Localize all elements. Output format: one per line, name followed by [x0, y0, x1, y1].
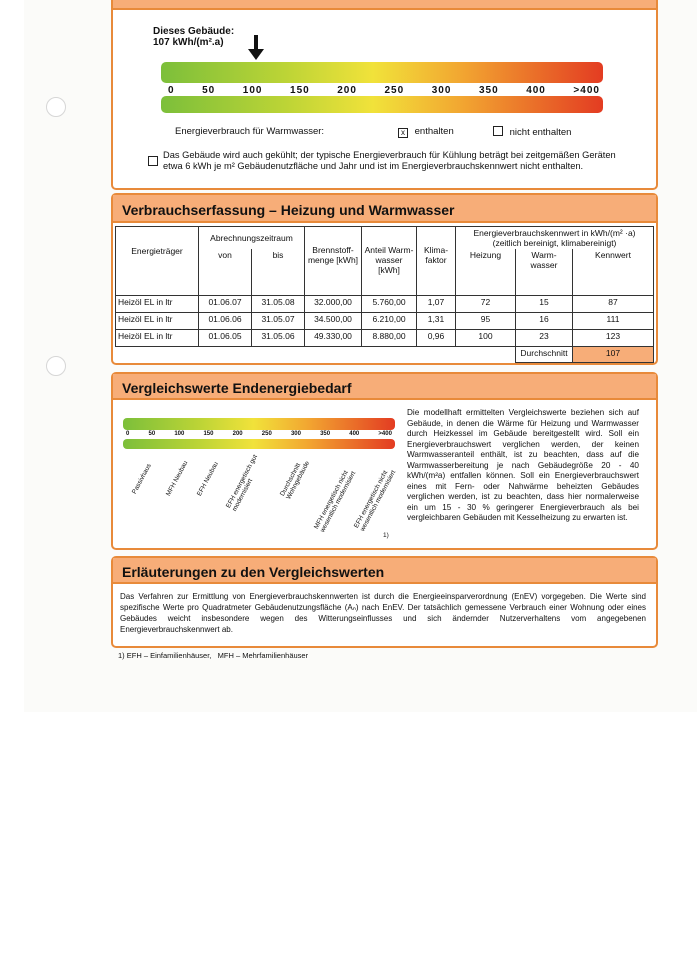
cell-kennwert: 87	[573, 295, 654, 312]
comparison-label-efh-modernisiert: EFH energetisch gut modernisiert	[225, 453, 260, 513]
footnote: 1) EFH – Einfamilienhäuser, MFH – Mehrfamilienhäuser	[118, 651, 309, 660]
consumption-table	[115, 226, 654, 363]
cell-bis: 31.05.06	[252, 329, 305, 346]
comparison-label-durchschnitt: Durchschnitt Wohngebäude	[279, 460, 312, 501]
col-header-heizung: Heizung	[456, 249, 516, 295]
explanation-text: Das Verfahren zur Ermittlung von Energieverbrauchskennwerten ist durch die Energieeinsparverordnung (EnEV) vorgegeben. Die Werte sind spezifische Werte pro Quadratmeter Gebäudenutzungsfläche (Aₙ) nach EnEV. Der tatsächlich gemessene Verbrauch einer Wohnung oder eines Gebäudes weicht insbesondere wegen des Witterungseinflusses und sich ändernder Nutzerverhaltens vom angegebenen Energieverbrauchskennwert ab.	[120, 592, 646, 634]
cell-heizung: 95	[456, 312, 516, 329]
building-marker-label: Dieses Gebäude: 107 kWh/(m².a)	[153, 26, 235, 48]
comparison-scale-bar-top	[123, 418, 395, 430]
cell-warmwasser: 16	[516, 312, 573, 329]
punch-hole	[46, 356, 66, 376]
average-value: 107	[573, 346, 654, 362]
cell-heizung: 100	[456, 329, 516, 346]
cell-bis: 31.05.08	[252, 295, 305, 312]
cell-kennwert: 111	[573, 312, 654, 329]
section-header: Verbrauchserfassung – Heizung und Warmwasser	[113, 195, 656, 223]
cell-brennstoffmenge: 49.330,00	[305, 329, 362, 346]
cell-klimafaktor: 0,96	[417, 329, 456, 346]
enthalten-option[interactable]: x enthalten	[398, 126, 454, 138]
cell-warmwasser: 15	[516, 295, 573, 312]
col-header-von: von	[199, 249, 252, 295]
col-header-brennstoffmenge: Brennstoff-menge [kWh]	[305, 227, 362, 296]
warmwasser-label: Energieverbrauch für Warmwasser:	[175, 126, 325, 137]
energy-scale-ticks: 0 50 100 150 200 250 300 350 400 >400	[168, 85, 600, 96]
cooling-text: Das Gebäude wird auch gekühlt; der typische Energieverbrauch für Kühlung beträgt bei zeitgemäßen Geräten etwa 6 kWh je m² Gebäudenutzfläche und Jahr und ist im Energieverbrauchskennwert nicht enthalten.	[163, 150, 616, 171]
average-label: Durchschnitt	[516, 346, 573, 362]
col-header-klimafaktor: Klima-faktor	[417, 227, 456, 296]
cell-brennstoffmenge: 32.000,00	[305, 295, 362, 312]
section-energieverbrauchskennwert	[111, 0, 658, 190]
arrow-down-icon	[248, 35, 264, 61]
energy-scale-bar-top	[161, 62, 603, 83]
comparison-scale-ticks: 0 50 100 150 200 250 300 350 400 >400	[126, 431, 392, 437]
table-row	[116, 312, 654, 329]
comparison-label-mfh-nicht-modernisiert: MFH energetisch nicht wesentlich modernisiert	[313, 469, 358, 534]
table-row	[116, 295, 654, 312]
cell-von: 01.06.06	[199, 312, 252, 329]
footnote-mark: 1)	[383, 532, 389, 539]
cell-brennstoffmenge: 34.500,00	[305, 312, 362, 329]
col-header-energietraeger: Energieträger	[116, 227, 199, 296]
nicht-enthalten-option[interactable]: nicht enthalten	[493, 126, 571, 138]
cell-heizung: 72	[456, 295, 516, 312]
section-erlaeuterungen	[111, 556, 658, 648]
section-header: Vergleichswerte Endenergiebedarf	[113, 374, 656, 400]
section-verbrauchserfassung	[111, 193, 658, 365]
cell-bis: 31.05.07	[252, 312, 305, 329]
table-row	[116, 329, 654, 346]
section-header	[113, 0, 656, 10]
cell-anteil: 6.210,00	[362, 312, 417, 329]
cell-klimafaktor: 1,07	[417, 295, 456, 312]
cooling-checkbox[interactable]	[148, 152, 158, 170]
comparison-label-mfh-neubau: MFH Neubau	[165, 459, 190, 498]
col-header-kennwert-group: Energieverbrauchskennwert in kWh/(m² ·a) (zeitlich bereinigt, klimabereinigt)	[456, 227, 654, 250]
comparison-label-efh-nicht-modernisiert: EFH energetisch nicht wesentlich modernisiert	[353, 469, 398, 533]
checkbox-unchecked[interactable]	[148, 156, 158, 166]
cell-anteil: 5.760,00	[362, 295, 417, 312]
cell-energietraeger: Heizöl EL in ltr	[116, 295, 199, 312]
col-header-warmwasser: Warm-wasser	[516, 249, 573, 295]
cell-energietraeger: Heizöl EL in ltr	[116, 329, 199, 346]
cell-von: 01.06.07	[199, 295, 252, 312]
checkbox-checked[interactable]: x	[398, 128, 408, 138]
punch-hole	[46, 97, 66, 117]
col-header-bis: bis	[252, 249, 305, 295]
cell-von: 01.06.05	[199, 329, 252, 346]
col-header-anteil-warmwasser: Anteil Warm-wasser [kWh]	[362, 227, 417, 296]
checkbox-unchecked[interactable]	[493, 126, 503, 136]
section-vergleichswerte	[111, 372, 658, 550]
comparison-label-efh-neubau: EFH Neubau	[196, 460, 220, 498]
cell-energietraeger: Heizöl EL in ltr	[116, 312, 199, 329]
col-header-kennwert: Kennwert	[573, 249, 654, 295]
comparison-label-passivhaus: Passivhaus	[131, 462, 153, 496]
energy-scale-bar-bottom	[161, 96, 603, 113]
cell-klimafaktor: 1,31	[417, 312, 456, 329]
cell-anteil: 8.880,00	[362, 329, 417, 346]
comparison-explanation: Die modellhaft ermittelten Vergleichswerte beziehen sich auf Gebäude, in denen die Wärme für Heizung und Warmwasser durch Heizkessel im Gebäude bereitgestellt wird. Soll ein Energieverbrauchswert verglichen werden, der keinen Warmwasseranteil enthält, ist zu beachten, dass auf die Warmwasserbereitung je nach Gebäudegröße 20 - 40 kWh/(m²a) entfallen können. Soll ein Energieverbrauchswert eines mit Fern- oder Nahwärme beheizten Gebäudes verglichen werden, ist zu beachten, dass hier normalerweise ein um 15 - 30 % geringerer Energieverbrauch als bei vergleichbaren Gebäuden mit Kesselheizung zu erwarten ist.	[407, 408, 639, 522]
cell-warmwasser: 23	[516, 329, 573, 346]
section-header: Erläuterungen zu den Vergleichswerten	[113, 558, 656, 584]
col-header-zeitraum: Abrechnungszeitraum	[199, 227, 305, 250]
cell-kennwert: 123	[573, 329, 654, 346]
